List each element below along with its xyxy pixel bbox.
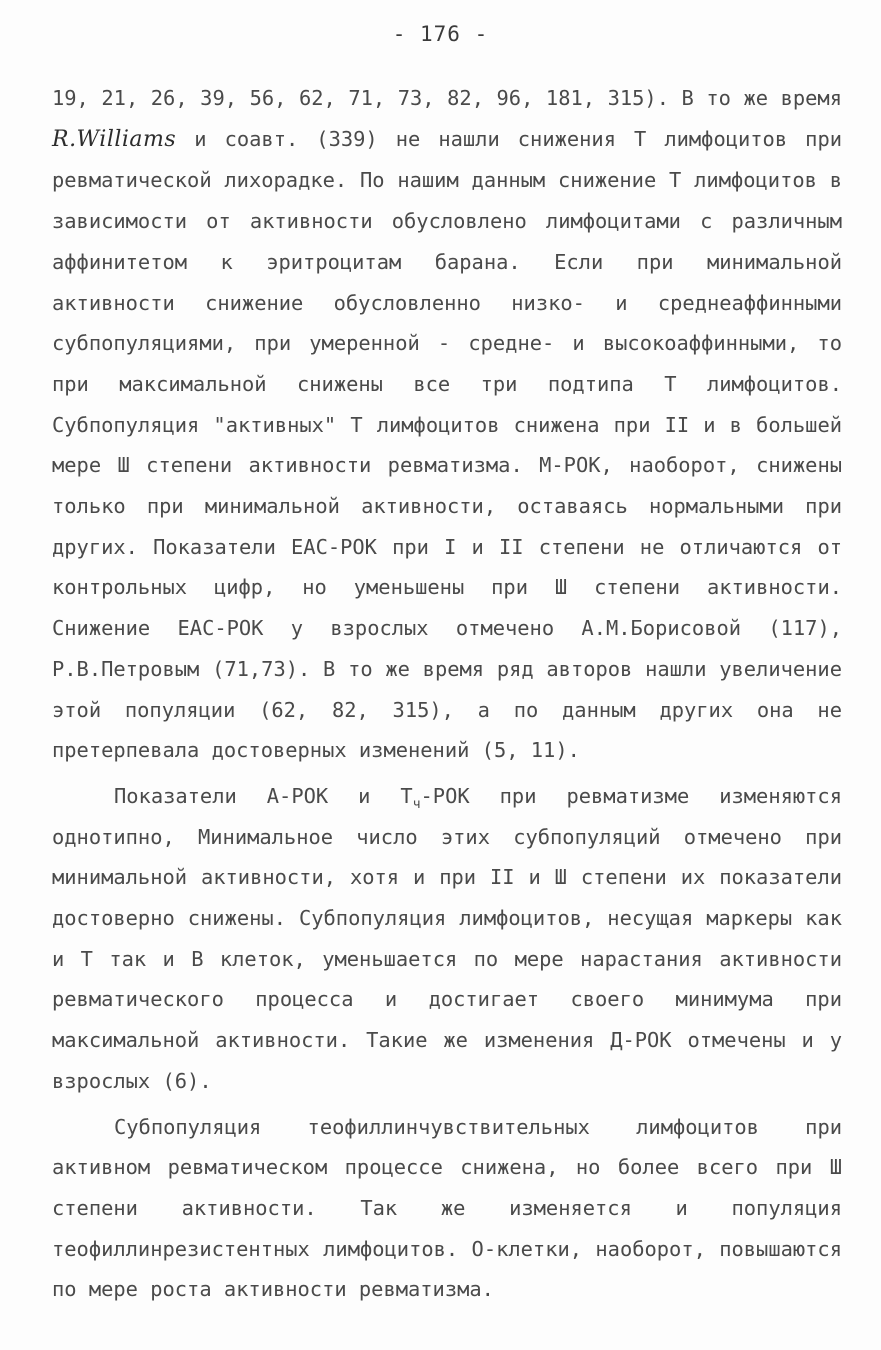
paragraph-2 [52,776,842,1102]
paragraph-1-start: 19, 21, 26, 39, 56, 62, 71, 73, 82, 96, 181, 315). В то же время [52,86,842,110]
subscript-ch: ч [412,796,421,812]
paragraph-1 [52,78,842,771]
page-number: - 176 - [392,22,489,46]
paragraph-3: Субпопуляция теофиллинчувствительных лимфоцитов при активном ревматическом процессе снижена, но более всего при Ш степени активности. Так же изменяется и популяция теофиллинрезистентных лимфоцитов. О-клетки, наоборот, повышаются по мере роста активности ревматизма. [52,1114,842,1302]
paragraph-2-continuation: -РОК при ревматизме изменяются однотипно, Минимальное число этих субпопуляций отмечено при минимальной активности, хотя и при II и Ш степени их показатели достоверно снижены. Субпопуляция лимфоцитов, несущая маркеры как и Т так и В клеток, уменьшается по мере нарастания активности ревматического процесса и достигает своего минимума при максимальной активности. Такие же изменения Д-РОК отмечены и у взрослых (6). [52,783,842,1093]
paragraph-1-continuation: и соавт. (339) не нашли снижения Т лимфоцитов при ревматической лихорадке. По нашим данным снижение Т лимфоцитов в зависимости от активности обусловлено лимфоцитами с различным аффинитетом к эритроцитам барана. Если при минимальной активности снижение обусловленно низко- и среднеаффинными субпопуляциями, при умеренной - средне- и высокоаффинными, то при максимальной снижены все три подтипа Т лимфоцитов. Субпопуляция "активных" Т лимфоцитов снижена при II и в большей мере Ш степени активности ревматизма. М-РОК, наоборот, снижены только при минимальной активности, оставаясь нормальными при других. Показатели ЕАС-РОК при I и II степени не отличаются от контрольных цифр, но уменьшены при Ш степени активности. Снижение ЕАС-РОК у взрослых отмечено А.М.Борисовой (117), Р.В.Петровым (71,73). В то же время ряд авторов нашли увеличение этой популяции (62, 82, 315), а по данным других она не претерпевала достоверных изменений (5, 11). [52,126,842,763]
paragraph-2-start: Показатели А-РОК и Т [114,783,413,808]
handwritten-author-name: R.Williams [52,126,177,152]
body-text [52,78,842,1310]
